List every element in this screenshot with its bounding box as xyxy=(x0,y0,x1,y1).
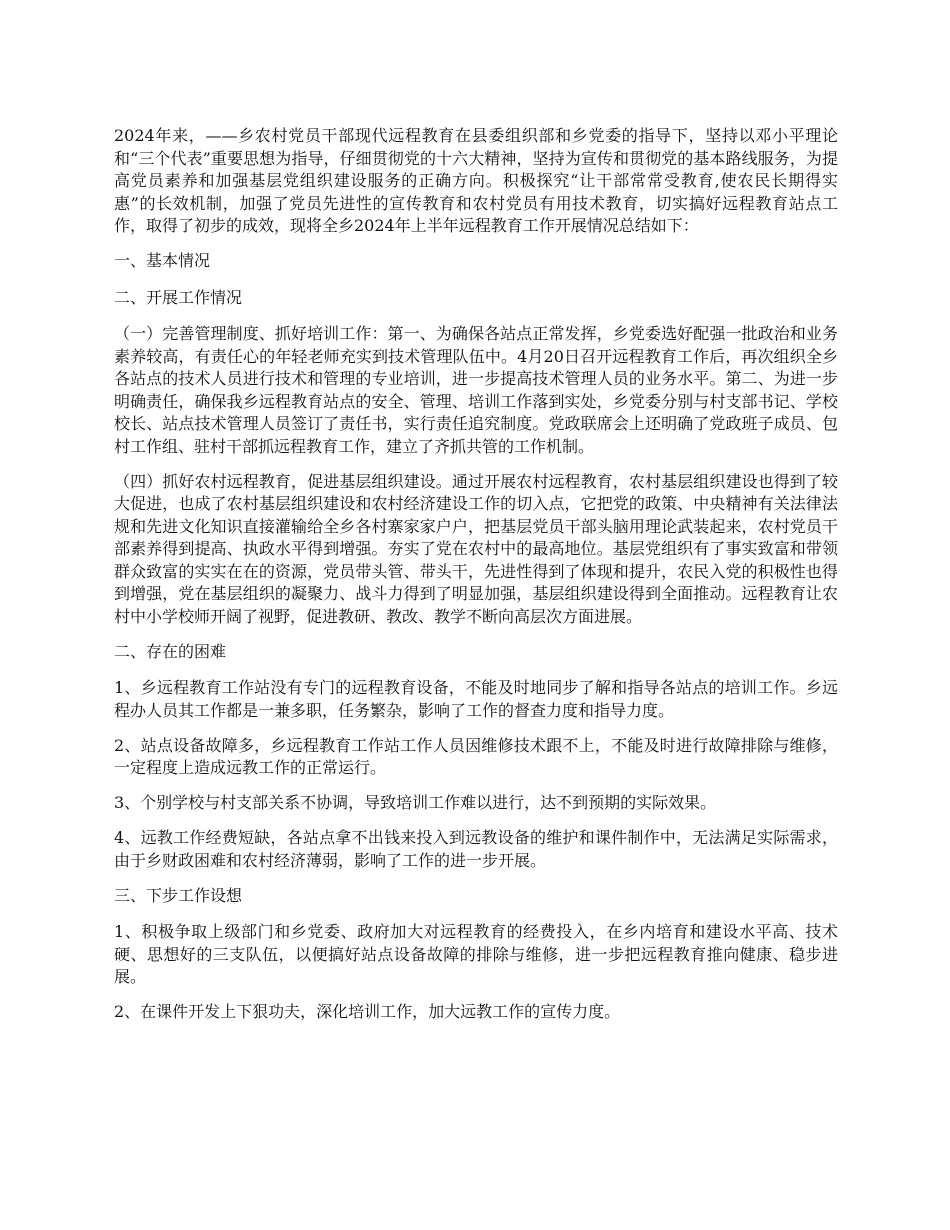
section-heading-difficulties: 二、存在的困难 xyxy=(114,641,227,661)
document-body xyxy=(114,125,838,1036)
next-step-item-1: 1、积极争取上级部门和乡党委、政府加大对远程教育的经费投入，在乡内培育和建设水平高、技术硬、思想好的三支队伍，以便搞好站点设备故障的排除与维修，进一步把远程教育推向健康、稳步进展。 xyxy=(114,922,838,986)
paragraph-management-training: （一）完善管理制度、抓好培训工作：第一、为确保各站点正常发挥，乡党委选好配强一批政治和业务素养较高，有责任心的年轻老师充实到技术管理队伍中。4月20日召开远程教育工作后，再次组织全乡各站点的技术人员进行技术和管理的专业培训，进一步提高技术管理人员的业务水平。第二、为进一步明确责任，确保我乡远程教育站点的安全、管理、培训工作落到实处，乡党委分别与村支部书记、学校校长、站点技术管理人员签订了责任书，实行责任追究制度。党政联席会上还明确了党政班子成员、包村工作组、驻村干部抓远程教育工作，建立了齐抓共管的工作机制。 xyxy=(114,324,838,456)
difficulty-item-2: 2、站点设备故障多，乡远程教育工作站工作人员因维修技术跟不上，不能及时进行故障排除与维修，一定程度上造成远教工作的正常运行。 xyxy=(114,735,838,777)
difficulty-item-4: 4、远教工作经费短缺，各站点拿不出钱来投入到远教设备的维护和课件制作中，无法满足实际需求，由于乡财政困难和农村经济薄弱，影响了工作的进一步开展。 xyxy=(114,828,838,870)
section-heading-basic-situation: 一、基本情况 xyxy=(114,251,211,270)
section-heading-work-done: 二、开展工作情况 xyxy=(114,287,243,307)
difficulty-item-3: 3、个别学校与村支部关系不协调，导致培训工作难以进行，达不到预期的实际效果。 xyxy=(114,793,717,812)
intro-paragraph: 2024年来，——乡农村党员干部现代远程教育在县委组织部和乡党委的指导下，坚持以邓小平理论和“三个代表”重要思想为指导，仔细贯彻党的十六大精神，坚持为宣传和贯彻党的基本路线服务，为提高党员素养和加强基层党组织建设服务的正确方向。积极探究“让干部常常受教育,使农民长期得实惠”的长效机制，加强了党员先进性的宣传教育和农村党员有用技术教育，切实搞好远程教育站点工作，取得了初步的成效，现将全乡2024年上半年远程教育工作开展情况总结如下： xyxy=(114,126,838,235)
next-step-item-2: 2、在课件开发上下狠功夫，深化培训工作，加大远教工作的宣传力度。 xyxy=(114,1002,621,1021)
difficulty-item-1: 1、乡远程教育工作站没有专门的远程教育设备，不能及时地同步了解和指导各站点的培训工作。乡远程办人员其工作都是一兼多职，任务繁杂，影响了工作的督查力度和指导力度。 xyxy=(114,678,838,720)
paragraph-rural-remote-education: （四）抓好农村远程教育，促进基层组织建设。通过开展农村远程教育，农村基层组织建设也得到了较大促进，也成了农村基层组织建设和农村经济建设工作的切入点，它把党的政策、中央精神有关法律法规和先进文化知识直接灌输给全乡各村寨家家户户，把基层党员干部头脑用理论武装起来，农村党员干部素养得到提高、执政水平得到增强。夯实了党在农村中的最高地位。基层党组织有了事实致富和带领群众致富的实实在在的资源，党员带头管、带头干，先进性得到了体现和提升，农民入党的积极性也得到增强，党在基层组织的凝聚力、战斗力得到了明显加强，基层组织建设得到全面推动。远程教育让农村中小学校师开阔了视野，促进教研、教改、教学不断向高层次方面进展。 xyxy=(114,471,838,626)
section-heading-next-steps: 三、下步工作设想 xyxy=(114,885,243,905)
